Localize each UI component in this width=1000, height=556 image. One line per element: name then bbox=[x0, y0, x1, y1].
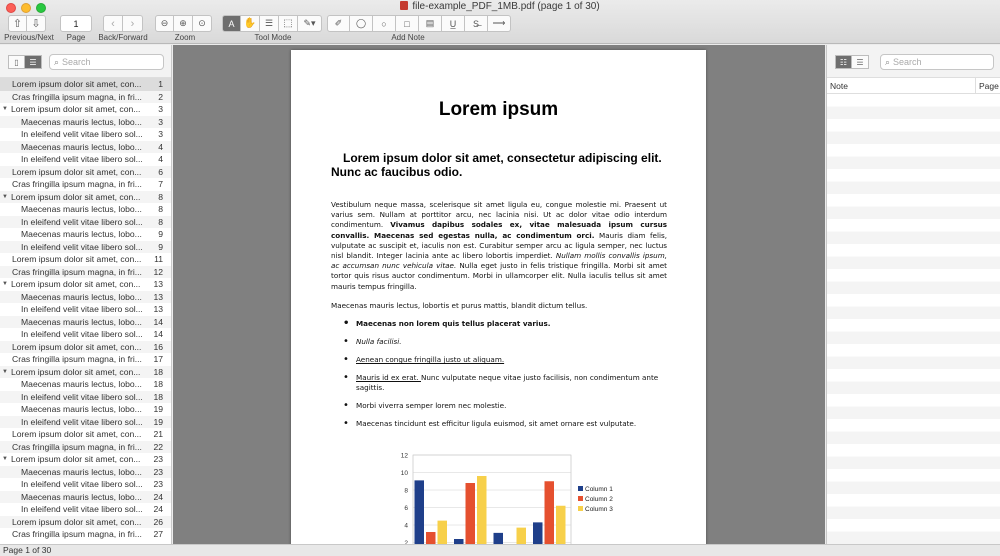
indent-spacer bbox=[0, 203, 21, 216]
status-bar bbox=[0, 544, 1000, 556]
add-note-label: Add Note bbox=[391, 33, 425, 42]
indent-spacer bbox=[0, 78, 11, 91]
outline-item-page: 11 bbox=[154, 254, 163, 264]
note-list-icon: ☷ bbox=[839, 57, 848, 67]
outline-item[interactable] bbox=[0, 416, 171, 429]
outline-item-page: 7 bbox=[158, 179, 163, 189]
arrow-up-icon: ⇧ bbox=[12, 18, 23, 30]
outline-item-page: 22 bbox=[153, 441, 163, 452]
search-icon: ⌕ bbox=[885, 56, 891, 67]
outline-sidebar bbox=[0, 45, 172, 544]
highlight-icon: ▤ bbox=[425, 18, 435, 28]
outline-item-page: 18 bbox=[153, 379, 163, 389]
pen-icon: ✎▾ bbox=[303, 18, 316, 28]
outline-item-page: 3 bbox=[158, 116, 163, 127]
outline-item-title: Maecenas mauris lectus, lobo... bbox=[21, 229, 142, 239]
para1-text-e: Nulla eget justo in felis tristique fringilla. Morbi sit amet tortor quis risus auctor condimentum. Morbi in ullamcorper elit. Nulla iaculis tellus sit amet mauris tempus fringilla. bbox=[331, 261, 667, 291]
chart-y-tick-label: 6 bbox=[404, 505, 408, 512]
chart-bar bbox=[545, 481, 555, 544]
para1-text-italic: Nullam mollis convallis ipsum, ac accumsan nunc vehicula vitae. bbox=[331, 251, 667, 271]
legend-swatch bbox=[578, 496, 583, 501]
outline-item-title: In eleifend velit vitae libero sol... bbox=[21, 416, 143, 427]
markup-tool-button[interactable] bbox=[298, 15, 322, 32]
outline-item[interactable] bbox=[0, 78, 171, 91]
outline-item-title: Maecenas mauris lectus, lobo... bbox=[21, 404, 142, 414]
legend-label: Column 1 bbox=[585, 486, 613, 493]
bullet-item: • Nulla facilisi. bbox=[343, 337, 669, 347]
outline-item[interactable] bbox=[0, 241, 171, 254]
outline-item-title: Cras fringilla ipsum magna, in fri... bbox=[12, 354, 142, 364]
disclosure-triangle-icon[interactable]: ▼ bbox=[2, 281, 8, 287]
chart-bar bbox=[415, 480, 425, 544]
pdf-page[interactable] bbox=[291, 50, 706, 544]
notes-tree-view-button[interactable] bbox=[852, 55, 869, 69]
outline-item-page: 8 bbox=[158, 191, 163, 202]
notes-search-field[interactable] bbox=[880, 54, 994, 70]
toolbar bbox=[0, 0, 1000, 44]
next-page-button[interactable] bbox=[27, 15, 46, 32]
indent-spacer bbox=[0, 341, 11, 354]
outline-item[interactable] bbox=[0, 278, 171, 291]
outline-item[interactable] bbox=[0, 253, 171, 266]
indent-spacer bbox=[0, 353, 11, 366]
outline-item[interactable] bbox=[0, 116, 171, 129]
outline-item[interactable] bbox=[0, 428, 171, 441]
outline-item[interactable] bbox=[0, 453, 171, 466]
outline-item-title: In eleifend velit vitae libero sol... bbox=[21, 154, 143, 164]
chart-bar bbox=[426, 532, 436, 544]
add-line-button[interactable] bbox=[488, 15, 511, 32]
bullet-item: • Maecenas tincidunt est efficitur ligula euismod, sit amet ornare est vulputate. bbox=[343, 419, 669, 429]
outline-view-button[interactable] bbox=[25, 55, 42, 69]
outline-item-title: Lorem ipsum dolor sit amet, con... bbox=[11, 366, 141, 377]
add-box-note-button[interactable] bbox=[396, 15, 419, 32]
previous-next-label: Previous/Next bbox=[4, 33, 54, 42]
zoom-fit-icon: ⊙ bbox=[198, 18, 206, 28]
outline-item[interactable] bbox=[0, 141, 171, 154]
outline-item-title: In eleifend velit vitae libero sol... bbox=[21, 479, 143, 489]
outline-item[interactable] bbox=[0, 103, 171, 116]
add-text-note-button[interactable] bbox=[350, 15, 373, 32]
notes-header bbox=[827, 45, 1000, 78]
doc-paragraph-1 bbox=[331, 200, 667, 292]
outline-item-page: 26 bbox=[153, 516, 163, 527]
add-strikeout-button[interactable] bbox=[465, 15, 488, 32]
outline-item[interactable] bbox=[0, 303, 171, 316]
outline-item[interactable] bbox=[0, 403, 171, 416]
outline-item-page: 16 bbox=[153, 341, 163, 352]
outline-item[interactable] bbox=[0, 266, 171, 279]
add-note-group bbox=[327, 15, 511, 32]
outline-item-title: In eleifend velit vitae libero sol... bbox=[21, 129, 143, 139]
circle-icon: ○ bbox=[381, 18, 387, 29]
pencil-icon: ✐ bbox=[334, 18, 343, 28]
legend-swatch bbox=[578, 506, 583, 511]
outline-item-page: 4 bbox=[158, 141, 163, 152]
indent-spacer bbox=[0, 291, 21, 304]
doc-heading: Lorem ipsum bbox=[438, 99, 559, 120]
indent-spacer bbox=[0, 253, 11, 266]
note-column-header[interactable]: Note bbox=[827, 78, 976, 93]
outline-item[interactable] bbox=[0, 491, 171, 504]
bullet-item bbox=[343, 373, 669, 392]
outline-item-page: 8 bbox=[158, 204, 163, 214]
para1-text-a: Vestibulum neque massa, scelerisque sit amet ligula eu, congue molestie mi. Praesent ut varius sem. Nullam at porttitor arcu, nec lacinia nisi. Ut ac dolor vitae odio interdum condimentum. bbox=[331, 200, 667, 230]
snapshot-tool-button[interactable] bbox=[260, 15, 279, 32]
previous-page-button[interactable] bbox=[8, 15, 27, 32]
doc-paragraph-2: Maecenas mauris lectus, lobortis et purus mattis, blandit dictum tellus. bbox=[331, 301, 588, 310]
outline-item[interactable] bbox=[0, 353, 171, 366]
notes-sidebar bbox=[826, 45, 1000, 544]
indent-spacer bbox=[0, 516, 11, 529]
indent-spacer bbox=[0, 216, 21, 229]
outline-item-page: 19 bbox=[153, 416, 163, 427]
chart-y-tick-label: 10 bbox=[400, 470, 408, 477]
indent-spacer bbox=[0, 503, 21, 516]
zoom-in-icon: ⊕ bbox=[179, 18, 187, 28]
zoom-to-fit-button[interactable] bbox=[193, 15, 212, 32]
bullet-item bbox=[343, 355, 669, 365]
zoom-in-button[interactable] bbox=[174, 15, 193, 32]
outline-item-title: Lorem ipsum dolor sit amet, con... bbox=[12, 429, 142, 439]
indent-spacer bbox=[0, 141, 21, 154]
thumbnails-icon: ▯ bbox=[14, 57, 19, 67]
indent-spacer bbox=[0, 116, 21, 129]
document-view[interactable] bbox=[173, 45, 825, 544]
notes-view-toggle bbox=[835, 55, 869, 69]
indent-spacer bbox=[0, 153, 21, 166]
outline-item-page: 6 bbox=[158, 166, 163, 177]
outline-item[interactable] bbox=[0, 166, 171, 179]
stack-icon: ☰ bbox=[264, 18, 274, 28]
chart-bar bbox=[556, 506, 566, 544]
back-forward-label: Back/Forward bbox=[98, 33, 148, 42]
window-title-text: file-example_PDF_1MB.pdf (page 1 of 30) bbox=[412, 1, 600, 12]
tool-mode-label: Tool Mode bbox=[254, 33, 292, 42]
outline-item[interactable] bbox=[0, 291, 171, 304]
notes-table-body bbox=[827, 94, 1000, 544]
outline-item-page: 9 bbox=[158, 229, 163, 239]
disclosure-triangle-icon[interactable]: ▼ bbox=[2, 368, 8, 375]
chevron-right-icon: › bbox=[130, 17, 135, 30]
para1-text-c: Mauris diam felis, vulputate ac suscipit et, iaculis non est. Curabitur semper arcu ac ligula semper, nec luctus nisl blandit. Integer lacinia ante ac libero lobortis imperdiet. bbox=[331, 230, 668, 261]
outline-item-page: 8 bbox=[158, 216, 163, 227]
text-tool-button[interactable] bbox=[222, 15, 241, 32]
outline-item-title: Lorem ipsum dolor sit amet, con... bbox=[11, 279, 141, 289]
sidebar-view-toggle bbox=[8, 55, 42, 69]
indent-spacer bbox=[0, 128, 21, 141]
para1-text-bold: Vivamus dapibus sodales ex, vitae malesuada ipsum cursus convallis. Maecenas sed egestas nulla, ac condimentum orci. bbox=[331, 220, 667, 240]
outline-item-title: Cras fringilla ipsum magna, in fri... bbox=[12, 266, 142, 277]
outline-item-title: Maecenas mauris lectus, lobo... bbox=[21, 466, 142, 477]
outline-search-field[interactable] bbox=[49, 54, 164, 70]
outline-item-page: 13 bbox=[153, 279, 163, 289]
outline-item-page: 14 bbox=[153, 329, 163, 339]
text-select-icon: A bbox=[228, 18, 235, 29]
outline-item-title: Cras fringilla ipsum magna, in fri... bbox=[12, 91, 142, 102]
notes-table-header bbox=[827, 78, 1000, 94]
tool-mode-group bbox=[222, 15, 322, 32]
square-icon: □ bbox=[404, 18, 410, 29]
outline-item-title: Maecenas mauris lectus, lobo... bbox=[21, 141, 142, 152]
outline-item[interactable] bbox=[0, 441, 171, 454]
outline-item-page: 18 bbox=[153, 391, 163, 402]
outline-item-page: 27 bbox=[153, 529, 163, 539]
outline-item[interactable] bbox=[0, 341, 171, 354]
outline-item-title: Maecenas mauris lectus, lobo... bbox=[21, 204, 142, 214]
indent-spacer bbox=[0, 266, 11, 279]
outline-item-page: 9 bbox=[158, 241, 163, 252]
back-forward-group bbox=[103, 15, 143, 32]
outline-item-page: 23 bbox=[153, 454, 163, 464]
list-icon: ☰ bbox=[29, 57, 37, 67]
indent-spacer bbox=[0, 416, 21, 429]
legend-label: Column 3 bbox=[585, 506, 613, 513]
outline-item-page: 13 bbox=[153, 291, 163, 302]
marquee-icon: ⬚ bbox=[283, 18, 293, 29]
outline-item-page: 4 bbox=[158, 154, 163, 164]
previous-next-group bbox=[8, 15, 46, 32]
outline-list bbox=[0, 78, 171, 541]
indent-spacer bbox=[0, 303, 21, 316]
outline-item[interactable] bbox=[0, 378, 171, 391]
window-title bbox=[0, 1, 1000, 12]
outline-item-page: 21 bbox=[153, 429, 163, 439]
add-highlight-button[interactable] bbox=[419, 15, 442, 32]
outline-item[interactable] bbox=[0, 478, 171, 491]
outline-item-title: Maecenas mauris lectus, lobo... bbox=[21, 379, 142, 389]
add-underline-button[interactable] bbox=[442, 15, 465, 32]
outline-item-page: 3 bbox=[158, 129, 163, 139]
zoom-group bbox=[155, 15, 212, 32]
outline-item-title: Maecenas mauris lectus, lobo... bbox=[21, 316, 142, 327]
bullet-underlined-link[interactable]: Aenean congue fringilla justo ut aliquam. bbox=[356, 355, 505, 364]
arrow-line-icon: ⟶ bbox=[492, 18, 506, 28]
outline-item-title: Lorem ipsum dolor sit amet, con... bbox=[12, 79, 142, 89]
indent-spacer bbox=[0, 241, 21, 254]
indent-spacer bbox=[0, 378, 21, 391]
outline-item-title: Lorem ipsum dolor sit amet, con... bbox=[12, 166, 142, 177]
doc-bullet-list bbox=[343, 319, 669, 428]
outline-item[interactable] bbox=[0, 228, 171, 241]
thumbnails-view-button[interactable] bbox=[8, 55, 25, 69]
chart-bar bbox=[477, 476, 487, 544]
outline-item-page: 13 bbox=[153, 304, 163, 314]
outline-item-title: Maecenas mauris lectus, lobo... bbox=[21, 491, 142, 502]
chart-bar bbox=[466, 483, 476, 544]
indent-spacer bbox=[0, 228, 21, 241]
outline-item[interactable] bbox=[0, 203, 171, 216]
notes-list-view-button[interactable] bbox=[835, 55, 852, 69]
select-tool-button[interactable] bbox=[279, 15, 298, 32]
outline-item[interactable] bbox=[0, 153, 171, 166]
indent-spacer bbox=[0, 528, 11, 541]
sidebar-header bbox=[0, 45, 171, 78]
scroll-tool-button[interactable] bbox=[241, 15, 260, 32]
outline-item-title: Lorem ipsum dolor sit amet, con... bbox=[11, 191, 141, 202]
outline-item[interactable] bbox=[0, 516, 171, 529]
notes-search-input[interactable] bbox=[893, 57, 973, 67]
status-text: Page 1 of 30 bbox=[3, 545, 52, 555]
indent-spacer bbox=[0, 166, 11, 179]
outline-item[interactable] bbox=[0, 191, 171, 204]
zoom-out-button[interactable] bbox=[155, 15, 174, 32]
outline-item-page: 14 bbox=[153, 316, 163, 327]
bullet-item: • Maecenas non lorem quis tellus placerat varius. bbox=[343, 319, 669, 329]
disclosure-triangle-icon[interactable]: ▼ bbox=[2, 106, 8, 112]
outline-item-title: In eleifend velit vitae libero sol... bbox=[21, 216, 143, 227]
hand-icon: ✋ bbox=[243, 18, 257, 29]
chart-y-tick-label: 12 bbox=[400, 452, 408, 460]
indent-spacer bbox=[0, 91, 11, 104]
outline-item[interactable] bbox=[0, 178, 171, 191]
back-button[interactable] bbox=[103, 15, 123, 32]
add-freehand-note-button[interactable] bbox=[327, 15, 350, 32]
outline-item[interactable] bbox=[0, 128, 171, 141]
outline-item-title: Cras fringilla ipsum magna, in fri... bbox=[12, 441, 142, 452]
underline-icon: U̲ bbox=[449, 18, 457, 29]
outline-item-title: Cras fringilla ipsum magna, in fri... bbox=[12, 529, 142, 539]
page-group bbox=[60, 15, 92, 32]
outline-item[interactable] bbox=[0, 466, 171, 479]
page-number-field[interactable]: 1 bbox=[60, 15, 92, 32]
chevron-left-icon: ‹ bbox=[111, 17, 115, 30]
outline-item[interactable] bbox=[0, 216, 171, 229]
outline-item-page: 24 bbox=[153, 504, 163, 514]
outline-item-title: In eleifend velit vitae libero sol... bbox=[21, 329, 143, 339]
outline-item-title: In eleifend velit vitae libero sol... bbox=[21, 304, 143, 314]
indent-spacer bbox=[0, 391, 21, 404]
speech-bubble-icon: ◯ bbox=[355, 18, 367, 28]
chart-bar bbox=[533, 522, 543, 544]
indent-spacer bbox=[0, 466, 21, 479]
page-column-header[interactable]: Page bbox=[979, 81, 999, 91]
outline-item-page: 19 bbox=[153, 404, 163, 414]
outline-search-input[interactable] bbox=[62, 57, 142, 67]
chart-bar bbox=[517, 528, 527, 544]
outline-item-page: 12 bbox=[153, 266, 163, 277]
indent-spacer bbox=[0, 403, 21, 416]
disclosure-triangle-icon[interactable]: ▼ bbox=[2, 456, 8, 462]
outline-item-page: 3 bbox=[158, 104, 163, 114]
outline-item-title: In eleifend velit vitae libero sol... bbox=[21, 241, 143, 252]
chart-bar bbox=[494, 533, 504, 544]
chart-bar bbox=[438, 521, 448, 544]
outline-item-title: Maecenas mauris lectus, lobo... bbox=[21, 116, 142, 127]
outline-item-page: 2 bbox=[158, 91, 163, 102]
indent-spacer bbox=[0, 478, 21, 491]
note-tree-icon: ☰ bbox=[856, 57, 864, 67]
indent-spacer bbox=[0, 428, 11, 441]
bullet-item: • Morbi viverra semper lorem nec molestie. bbox=[343, 401, 669, 411]
zoom-out-icon: ⊖ bbox=[160, 18, 169, 28]
search-icon: ⌕ bbox=[54, 56, 60, 67]
indent-spacer bbox=[0, 441, 11, 454]
legend-swatch bbox=[578, 486, 583, 491]
arrow-down-icon: ⇩ bbox=[31, 18, 41, 30]
forward-button[interactable] bbox=[123, 15, 143, 32]
bullet-link[interactable]: Mauris id ex erat. bbox=[356, 373, 421, 382]
outline-item-page: 23 bbox=[153, 479, 163, 489]
outline-item-page: 17 bbox=[153, 354, 163, 364]
zoom-label: Zoom bbox=[174, 33, 196, 42]
outline-item-title: Lorem ipsum dolor sit amet, con... bbox=[12, 516, 142, 527]
page-label: Page bbox=[66, 33, 86, 42]
outline-item-title: In eleifend velit vitae libero sol... bbox=[21, 504, 143, 514]
doc-subheading: Lorem ipsum dolor sit amet, consectetur adipiscing elit. Nunc ac faucibus odio. bbox=[331, 151, 662, 179]
outline-item[interactable] bbox=[0, 91, 171, 104]
outline-item-title: Cras fringilla ipsum magna, in fri... bbox=[12, 179, 142, 189]
indent-spacer bbox=[0, 316, 21, 329]
outline-item-title: Lorem ipsum dolor sit amet, con... bbox=[12, 254, 142, 264]
outline-item-title: Maecenas mauris lectus, lobo... bbox=[21, 291, 142, 302]
outline-item-page: 1 bbox=[158, 79, 163, 89]
outline-item-title: Lorem ipsum dolor sit amet, con... bbox=[11, 454, 141, 464]
chart-y-tick-label: 4 bbox=[404, 522, 408, 530]
outline-item[interactable] bbox=[0, 316, 171, 329]
outline-item-title: In eleifend velit vitae libero sol... bbox=[21, 391, 143, 402]
pdf-file-icon bbox=[400, 1, 408, 10]
strikethrough-icon: S̶ bbox=[472, 18, 479, 29]
outline-item[interactable] bbox=[0, 391, 171, 404]
outline-item-page: 18 bbox=[153, 366, 163, 377]
outline-item[interactable] bbox=[0, 328, 171, 341]
indent-spacer bbox=[0, 178, 11, 191]
indent-spacer bbox=[0, 328, 21, 341]
outline-item[interactable] bbox=[0, 528, 171, 541]
bullet-text: Nunc vulputate neque vitae justo facilisis, non condimentum ante sagittis. bbox=[356, 373, 659, 392]
chart-y-tick-label: 8 bbox=[404, 487, 408, 495]
add-circle-note-button[interactable] bbox=[373, 15, 396, 32]
outline-item-page: 23 bbox=[153, 466, 163, 477]
outline-item[interactable] bbox=[0, 366, 171, 379]
outline-item-page: 24 bbox=[153, 491, 163, 502]
outline-item-title: Lorem ipsum dolor sit amet, con... bbox=[11, 104, 141, 114]
outline-item[interactable] bbox=[0, 503, 171, 516]
legend-label: Column 2 bbox=[585, 496, 613, 503]
disclosure-triangle-icon[interactable]: ▼ bbox=[2, 193, 8, 200]
indent-spacer bbox=[0, 491, 21, 504]
bar-chart bbox=[391, 450, 631, 544]
outline-item-title: Lorem ipsum dolor sit amet, con... bbox=[12, 341, 142, 352]
